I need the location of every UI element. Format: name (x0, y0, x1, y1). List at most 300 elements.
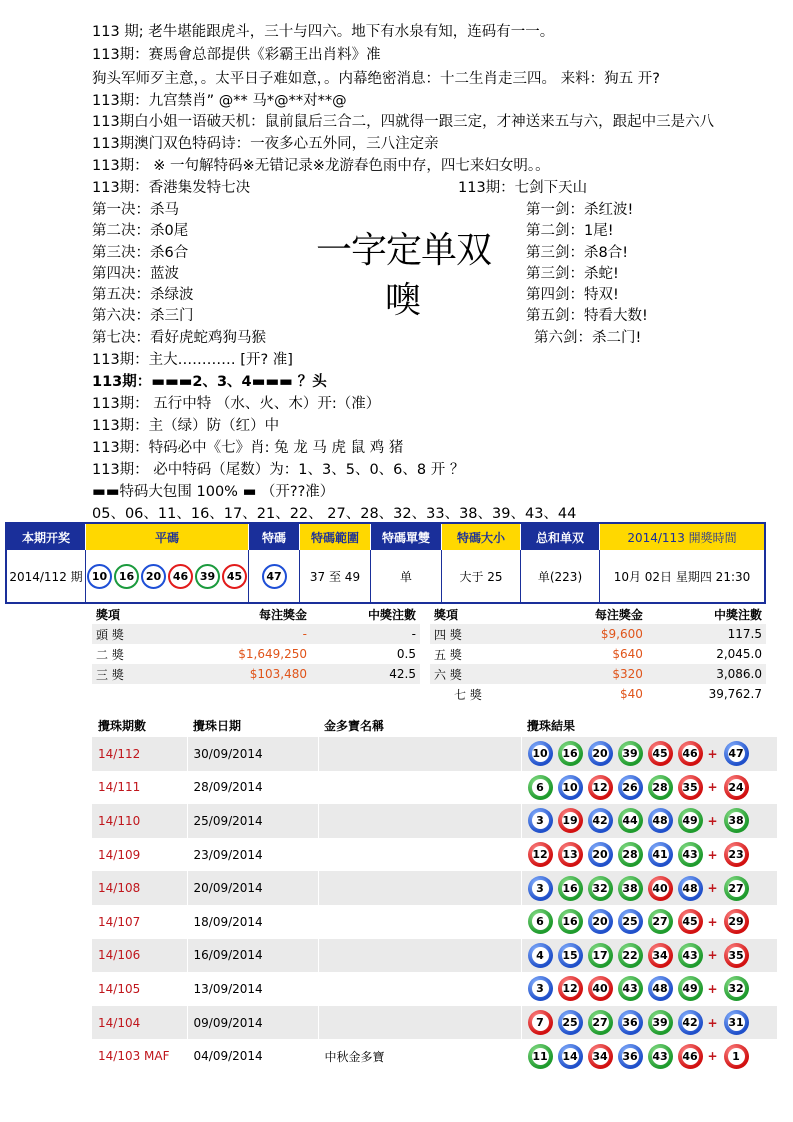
big-character: 噢 (385, 280, 421, 321)
ball-number: 16 (562, 747, 578, 761)
history-row (92, 871, 778, 905)
header-special-range: 特碼範圍 (300, 523, 371, 550)
history-result (521, 939, 778, 973)
ball-blue (528, 976, 553, 1001)
prize-amount: $9,600 (538, 624, 647, 644)
ball-red (648, 876, 673, 901)
ball-number: 3 (532, 880, 549, 897)
ball-number: 40 (592, 982, 608, 996)
ball-number: 35 (728, 948, 744, 962)
ball-number: 43 (682, 848, 698, 862)
ball-blue (678, 1010, 703, 1035)
history-name (318, 737, 521, 771)
history-row (92, 972, 778, 1006)
ball-red (528, 1010, 553, 1035)
ball-blue (528, 808, 553, 833)
prize-count: 42.5 (311, 664, 420, 684)
header-special-number: 特碼 (249, 523, 300, 550)
prize-name: 四 獎 (430, 624, 538, 644)
plus-icon: + (707, 948, 718, 963)
prize-header-count: 中獎注數 (367, 607, 416, 622)
text-line-1: 113 期; 老牛堪能跟虎斗，三十与四六。地下有水泉有知，连码有一一。 (92, 24, 555, 40)
prize-amount: $640 (612, 647, 643, 661)
ball-number: 28 (622, 848, 638, 862)
special-ball-red (724, 909, 749, 934)
ball-number: 28 (652, 780, 668, 794)
ball-number: 48 (652, 814, 668, 828)
special-ball-green (724, 976, 749, 1001)
history-result (521, 972, 778, 1006)
prize-header-name: 獎項 (96, 607, 121, 622)
regular-ball: 10 (87, 564, 112, 589)
prize-count: 117.5 (647, 624, 766, 644)
text-line-5: 113期白小姐一语破天机：鼠前鼠后三合二，四就得一跟三定，才神送来五与六，跟起中三是六八 (92, 114, 715, 130)
ball-number: 20 (592, 747, 608, 761)
history-name (318, 972, 521, 1006)
plus-icon: + (707, 914, 718, 929)
ball-number: 4 (532, 947, 549, 964)
special-ball-green (724, 808, 749, 833)
right-column (526, 200, 648, 349)
ball-number: 25 (562, 1016, 578, 1030)
ball-number: 35 (682, 780, 698, 794)
ball-number: 24 (728, 780, 744, 794)
ball-green (678, 842, 703, 867)
history-date: 04/09/2014 (187, 1039, 318, 1073)
history-name (318, 804, 521, 838)
ball-number: 20 (592, 848, 608, 862)
ball-red (678, 1044, 703, 1069)
ball-number: 31 (728, 1016, 744, 1030)
ball-green (618, 943, 643, 968)
text-line-13: 113期： 必中特码（尾数）为：1、3、5、0、6、8 开 ？ (92, 462, 465, 478)
history-period: 14/105 (92, 972, 187, 1006)
ball-number: 25 (622, 915, 638, 929)
history-row (92, 771, 778, 805)
history-result (521, 804, 778, 838)
plus-icon: + (707, 847, 718, 862)
ball-number: 49 (682, 982, 698, 996)
ball-number: 12 (592, 780, 608, 794)
prize-amount: $40 (619, 687, 643, 701)
text-line-4: 113期：九宫禁肖” @** 马*@**对**@ (92, 93, 347, 109)
ball-blue (678, 876, 703, 901)
prize-row (430, 664, 766, 684)
history-date: 23/09/2014 (187, 838, 318, 872)
ball-number: 14 (562, 1049, 578, 1063)
left-item: 第一决：杀马 (92, 202, 179, 218)
prize-name: 七 獎 (454, 687, 482, 702)
regular-balls (86, 550, 249, 603)
history-period: 14/103 MAF (92, 1039, 187, 1073)
special-range: 37 至 49 (300, 550, 371, 603)
ball-number: 7 (532, 1014, 549, 1031)
ball-number: 20 (592, 915, 608, 929)
prize-count: 2,045.0 (716, 647, 762, 661)
ball-blue (588, 842, 613, 867)
history-row (92, 804, 778, 838)
ball-green (618, 976, 643, 1001)
prize-row (430, 624, 766, 644)
ball-green (648, 1010, 673, 1035)
ball-number: 42 (592, 814, 608, 828)
history-name (318, 871, 521, 905)
history-result (521, 737, 778, 771)
special-ball-red (724, 1044, 749, 1069)
ball-blue (618, 909, 643, 934)
right-item: 第二剑：1尾! (526, 223, 614, 240)
ball-number: 46 (682, 747, 698, 761)
ball-number: 10 (562, 780, 578, 794)
prize-count: 39,762.7 (708, 687, 762, 701)
ball-number: 27 (728, 881, 744, 895)
ball-green (528, 775, 553, 800)
ball-number: 12 (562, 982, 578, 996)
ball-blue (618, 1010, 643, 1035)
special-ball-blue (724, 1010, 749, 1035)
ball-number: 36 (622, 1016, 638, 1030)
history-row (92, 905, 778, 939)
history-result (521, 1039, 778, 1073)
ball-number: 45 (682, 915, 698, 929)
ball-number: 36 (622, 1049, 638, 1063)
header-special-odd-even: 特碼單雙 (371, 523, 442, 550)
ball-number: 15 (562, 948, 578, 962)
text-line-8: 113期：主大………… [开? 准] (92, 352, 293, 368)
prize-amount: $103,480 (162, 664, 311, 684)
special-ball-cell (249, 550, 300, 603)
text-line-9: 113期：▬▬▬2、3、4▬▬▬ ？头 (92, 374, 327, 390)
ball-number: 48 (652, 982, 668, 996)
ball-number: 34 (592, 1049, 608, 1063)
ball-number: 22 (622, 948, 638, 962)
history-date: 20/09/2014 (187, 871, 318, 905)
ball-blue (588, 741, 613, 766)
ball-green (648, 775, 673, 800)
history-period: 14/112 (92, 737, 187, 771)
special-odd-even: 单 (371, 550, 442, 603)
ball-green (648, 1044, 673, 1069)
left-column (92, 200, 266, 349)
special-ball-red (724, 775, 749, 800)
ball-green (618, 808, 643, 833)
ball-green (528, 909, 553, 934)
ball-number: 44 (622, 814, 638, 828)
prize-row (92, 664, 420, 684)
regular-ball: 39 (195, 564, 220, 589)
ball-number: 38 (728, 814, 744, 828)
regular-ball: 46 (168, 564, 193, 589)
sum-odd-even: 单(223) (521, 550, 600, 603)
special-ball-red (724, 943, 749, 968)
ball-number: 42 (682, 1016, 698, 1030)
prize-name: 三 獎 (92, 664, 162, 684)
ball-number: 10 (532, 747, 548, 761)
prize-name: 五 獎 (434, 647, 462, 662)
ball-blue (648, 842, 673, 867)
history-name (318, 1006, 521, 1040)
special-ball: 47 (262, 564, 287, 589)
text-line-14: ▬▬特码大包围 100% ▬ （开??准） (92, 484, 335, 500)
prize-header-amount: 每注獎金 (594, 607, 643, 622)
ball-blue (558, 1010, 583, 1035)
ball-blue (588, 909, 613, 934)
prize-row (92, 644, 420, 664)
regular-ball: 20 (141, 564, 166, 589)
text-line-2: 113期：赛馬會总部提供《彩霸王出肖料》准 (92, 47, 381, 63)
header-special-size: 特碼大小 (442, 523, 521, 550)
ball-number: 16 (562, 915, 578, 929)
number-list: 05、06、11、16、17、21、22、 27、28、32、33、38、39、43、44 (92, 506, 577, 522)
prize-table-left (92, 604, 420, 684)
ball-number: 13 (562, 848, 578, 862)
ball-number: 40 (652, 881, 668, 895)
ball-number: 49 (682, 814, 698, 828)
history-date: 13/09/2014 (187, 972, 318, 1006)
history-result (521, 871, 778, 905)
prize-header-count: 中獎注數 (713, 607, 762, 622)
ball-number: 17 (592, 948, 608, 962)
ball-number: 45 (652, 747, 668, 761)
ball-blue (588, 808, 613, 833)
ball-green (618, 842, 643, 867)
ball-number: 3 (532, 812, 549, 829)
ball-number: 29 (728, 915, 744, 929)
ball-number: 26 (622, 780, 638, 794)
ball-blue (648, 976, 673, 1001)
ball-green (678, 943, 703, 968)
history-name (318, 905, 521, 939)
right-item: 第六剑：杀二门! (534, 329, 642, 346)
plus-icon: + (707, 746, 718, 761)
ball-number: 47 (728, 747, 744, 761)
ball-blue (618, 1044, 643, 1069)
ball-number: 39 (652, 1016, 668, 1030)
ball-blue (558, 1044, 583, 1069)
ball-red (678, 909, 703, 934)
ball-red (648, 741, 673, 766)
prize-row (92, 624, 420, 644)
history-row (92, 737, 778, 771)
prize-table-right (430, 604, 766, 704)
history-date: 25/09/2014 (187, 804, 318, 838)
right-item: 第五剑：特看大数! (526, 308, 648, 325)
history-period: 14/104 (92, 1006, 187, 1040)
ball-green (678, 808, 703, 833)
ball-number: 48 (682, 881, 698, 895)
ball-blue (528, 943, 553, 968)
plus-icon: + (707, 981, 718, 996)
prize-name: 六 獎 (430, 664, 538, 684)
ball-number: 43 (652, 1049, 668, 1063)
history-result (521, 838, 778, 872)
text-line-10: 113期： 五行中特 （水、火、木）开:（准） (92, 396, 381, 412)
history-date: 16/09/2014 (187, 939, 318, 973)
plus-icon: + (707, 780, 718, 795)
prize-row (430, 684, 766, 704)
ball-red (588, 1044, 613, 1069)
prize-amount: $320 (538, 664, 647, 684)
ball-number: 32 (592, 881, 608, 895)
ball-green (618, 741, 643, 766)
ball-number: 6 (532, 779, 549, 796)
ball-blue (528, 741, 553, 766)
ball-blue (618, 775, 643, 800)
ball-green (648, 909, 673, 934)
ball-number: 16 (562, 881, 578, 895)
ball-red (648, 943, 673, 968)
history-date: 30/09/2014 (187, 737, 318, 771)
special-ball-blue (724, 741, 749, 766)
ball-red (588, 976, 613, 1001)
left-item: 第三决：杀6合 (92, 244, 189, 261)
current-draw-table (5, 522, 766, 604)
left-title: 113期：香港集发特七决 (92, 180, 251, 196)
ball-blue (528, 876, 553, 901)
ball-blue (558, 775, 583, 800)
ball-number: 6 (532, 913, 549, 930)
prize-header-amount: 每注獎金 (258, 607, 307, 622)
history-period: 14/108 (92, 871, 187, 905)
ball-number: 27 (652, 915, 668, 929)
draw-period: 2014/112 期 (9, 569, 83, 584)
left-item: 第五决：杀绿波 (92, 287, 194, 304)
prize-name: 頭 獎 (92, 624, 162, 644)
ball-green (678, 976, 703, 1001)
ball-number: 19 (562, 814, 578, 828)
ball-number: 34 (652, 948, 668, 962)
plus-icon: + (707, 881, 718, 896)
history-header-date: 攪珠日期 (193, 718, 242, 733)
ball-green (588, 1010, 613, 1035)
right-item: 第四剑：特双! (526, 287, 619, 304)
history-result (521, 1006, 778, 1040)
ball-number: 43 (622, 982, 638, 996)
ball-number: 39 (622, 747, 638, 761)
prize-count: - (311, 624, 420, 644)
next-draw-time: 10月 02日 星期四 21:30 (600, 550, 766, 603)
text-line-7: 113期： ※ 一句解特码※无错记录※龙游春色雨中存，四七来妇女明。。 (92, 158, 550, 174)
prize-amount: $1,649,250 (238, 647, 307, 661)
ball-green (558, 909, 583, 934)
ball-red (528, 842, 553, 867)
ball-number: 32 (728, 982, 744, 996)
history-header-period: 攪珠期數 (98, 718, 147, 733)
right-item: 第一剑：杀红波! (526, 202, 634, 218)
history-period: 14/107 (92, 905, 187, 939)
history-row (92, 1006, 778, 1040)
history-row (92, 939, 778, 973)
left-item: 第四决：蓝波 (92, 265, 179, 282)
history-result (521, 771, 778, 805)
ball-number: 3 (532, 980, 549, 997)
big-title: 一字定单双 (316, 230, 492, 271)
ball-number: 41 (652, 848, 668, 862)
prize-name: 二 獎 (96, 647, 124, 662)
history-period: 14/110 (92, 804, 187, 838)
prize-count: 0.5 (396, 647, 416, 661)
history-name (318, 838, 521, 872)
history-result (521, 905, 778, 939)
ball-number: 46 (682, 1049, 698, 1063)
ball-green (558, 876, 583, 901)
regular-ball: 16 (114, 564, 139, 589)
ball-red (678, 741, 703, 766)
ball-red (558, 808, 583, 833)
history-period: 14/109 (92, 838, 187, 872)
history-period: 14/111 (92, 771, 187, 805)
special-ball-red (724, 842, 749, 867)
header-current-draw: 本期开奖 (6, 523, 86, 550)
header-sum-odd-even: 总和单双 (521, 523, 600, 550)
header-regular-numbers: 平碼 (86, 523, 249, 550)
plus-icon: + (707, 1015, 718, 1030)
prize-header-name: 獎項 (434, 607, 459, 622)
ball-red (678, 775, 703, 800)
text-line-6: 113期澳门双色特码诗：一夜多心五外同，三八注定亲 (92, 136, 439, 152)
ball-number: 27 (592, 1016, 608, 1030)
prize-count: 3,086.0 (647, 664, 766, 684)
history-row (92, 1039, 778, 1073)
ball-number: 1 (728, 1048, 745, 1065)
history-header-name: 金多寶名稱 (324, 718, 385, 733)
ball-green (588, 876, 613, 901)
history-date: 18/09/2014 (187, 905, 318, 939)
right-item: 第三剑：杀8合! (526, 244, 629, 261)
ball-red (588, 775, 613, 800)
left-item: 第二决：杀0尾 (92, 223, 189, 240)
ball-number: 38 (622, 881, 638, 895)
special-ball-green (724, 876, 749, 901)
ball-blue (558, 943, 583, 968)
history-name (318, 771, 521, 805)
ball-blue (648, 808, 673, 833)
regular-ball: 45 (222, 564, 247, 589)
text-line-12: 113期：特码必中《七》肖: 兔 龙 马 虎 鼠 鸡 猪 (92, 440, 404, 456)
history-row (92, 838, 778, 872)
ball-green (618, 876, 643, 901)
right-item: 第三剑：杀蛇! (526, 265, 619, 282)
ball-green (558, 741, 583, 766)
history-name (318, 939, 521, 973)
prize-amount: - (162, 624, 311, 644)
ball-number: 12 (532, 848, 548, 862)
left-item: 第六决：杀三门 (92, 308, 194, 325)
ball-red (558, 976, 583, 1001)
text-line-11: 113期：主（绿）防（红）中 (92, 418, 280, 434)
history-date: 28/09/2014 (187, 771, 318, 805)
ball-green (528, 1044, 553, 1069)
ball-number: 23 (728, 848, 744, 862)
draw-history-table (92, 713, 778, 1073)
ball-number: 43 (682, 948, 698, 962)
prize-row (430, 644, 766, 664)
history-period: 14/106 (92, 939, 187, 973)
right-title: 113期：七剑下天山 (458, 180, 588, 196)
ball-number: 11 (532, 1049, 548, 1063)
ball-red (558, 842, 583, 867)
plus-icon: + (707, 813, 718, 828)
history-name: 中秋金多寶 (318, 1039, 521, 1073)
text-line-3: 狗头军师歹主意，。太平日子难如意，。内幕绝密消息：十二生肖走三四。 来料：狗五 开? (92, 71, 660, 87)
history-header-result: 攪珠結果 (527, 718, 576, 733)
ball-green (588, 943, 613, 968)
plus-icon: + (707, 1049, 718, 1064)
history-date: 09/09/2014 (187, 1006, 318, 1040)
header-next-draw-time: 2014/113 開獎時間 (600, 523, 766, 550)
left-item: 第七决：看好虎蛇鸡狗马猴 (92, 329, 266, 346)
special-size: 大于 25 (442, 550, 521, 603)
